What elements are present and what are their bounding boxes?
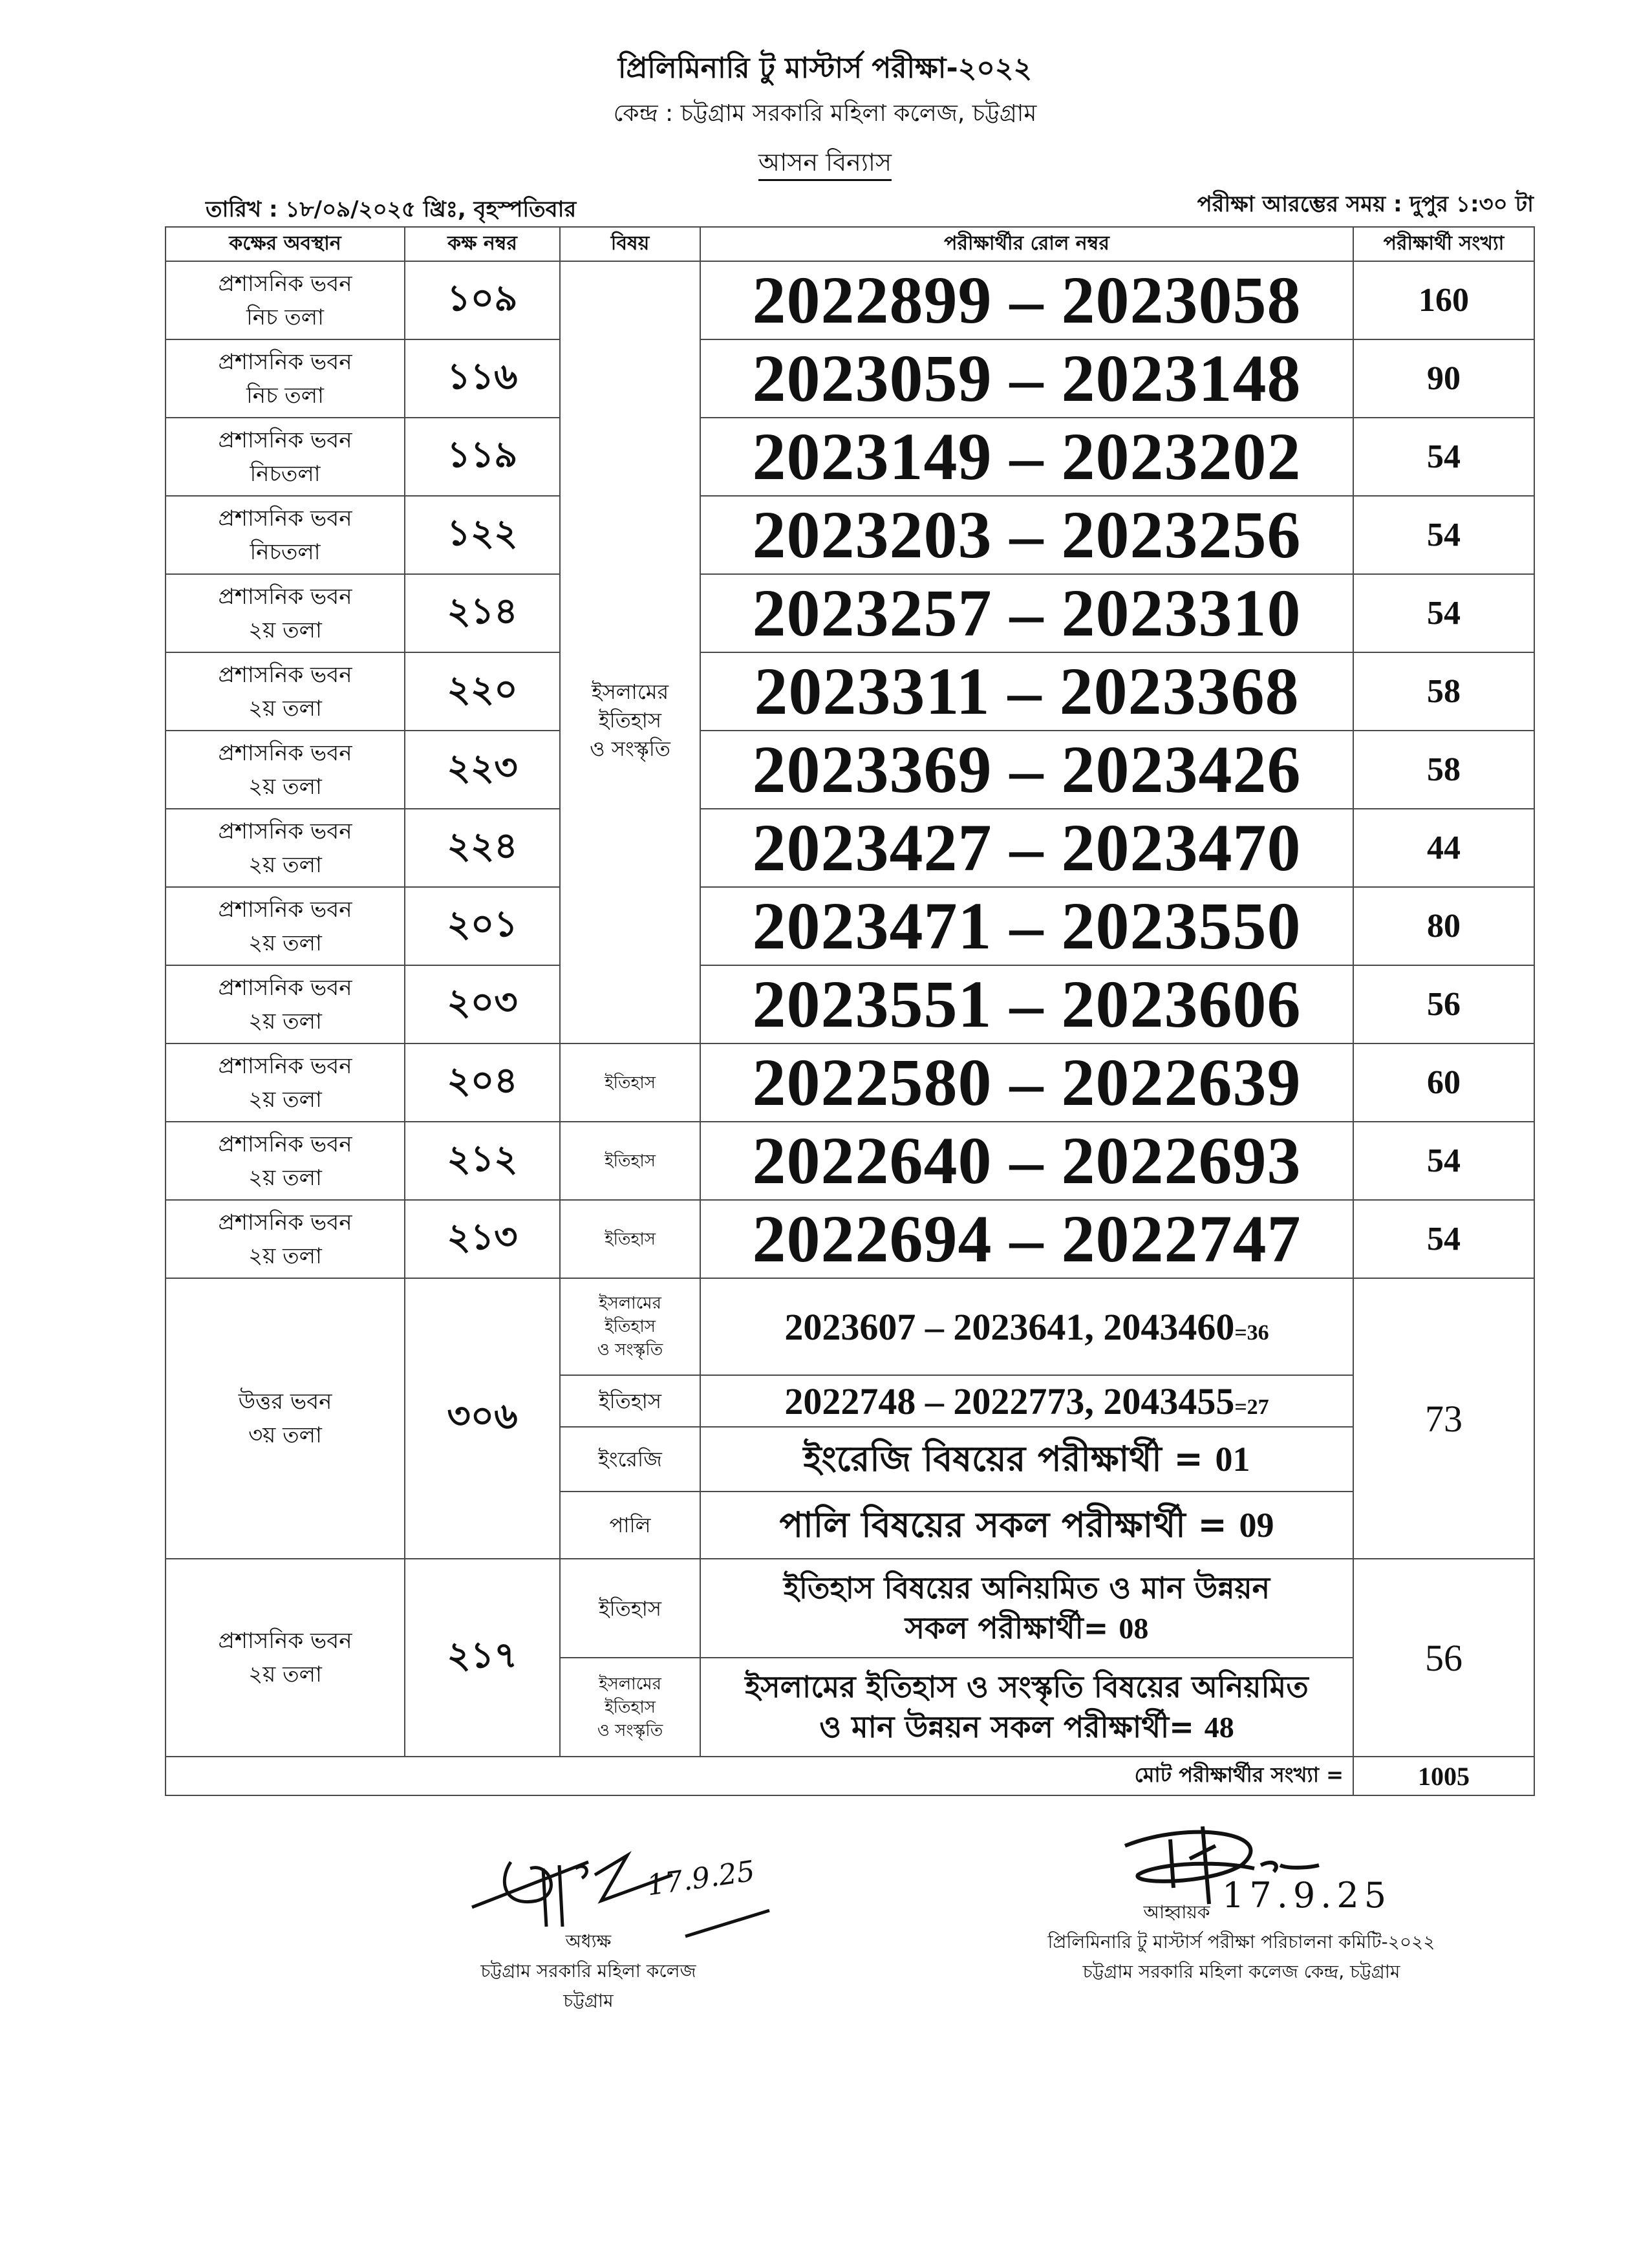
subject-note: [700, 1658, 1353, 1757]
room-location: [166, 887, 405, 965]
floor-name: ৩য় তলা: [248, 1422, 322, 1448]
subject-note: [700, 1427, 1353, 1492]
subject: [560, 1492, 700, 1559]
subject-line: ও সংস্কৃতি: [590, 736, 670, 761]
floor-name: ২য় তলা: [248, 1086, 322, 1113]
note-line: ও মান উন্নয়ন সকল পরীক্ষার্থী=: [819, 1709, 1205, 1744]
room-location: [166, 809, 405, 887]
room-number: ২১২: [405, 1122, 560, 1200]
roll-range: 2023203 – 2023256: [700, 496, 1353, 574]
subject-line: ইসলামের: [599, 1674, 661, 1694]
floor-name: নিচ তলা: [246, 382, 324, 409]
total-row: [166, 1757, 1534, 1795]
table-row-306: [166, 1278, 1534, 1375]
building-name: প্রশাসনিক ভবন: [218, 505, 352, 531]
roll-range: 2022640 – 2022693: [700, 1122, 1353, 1200]
floor-name: নিচতলা: [250, 460, 321, 487]
note-count: 09: [1239, 1506, 1274, 1545]
room-number: ১২২: [405, 496, 560, 574]
subject: [560, 1278, 700, 1375]
exam-date: তারিখ : ১৮/০৯/২০২৫ খ্রিঃ, বৃহস্পতিবার: [206, 197, 577, 222]
subject: [560, 1559, 700, 1658]
subject: ইতিহাস: [560, 1043, 700, 1122]
floor-name: ২য় তলা: [248, 930, 322, 956]
room-number: ২২০: [405, 652, 560, 731]
sub-count: =27: [1234, 1395, 1269, 1419]
building-name: প্রশাসনিক ভবন: [218, 974, 352, 1001]
building-name: প্রশাসনিক ভবন: [218, 818, 352, 844]
total-label: মোট পরীক্ষার্থীর সংখ্যা =: [166, 1757, 1353, 1795]
seat-plan-table: [165, 226, 1535, 1796]
table-row: [166, 496, 1534, 574]
building-name: প্রশাসনিক ভবন: [218, 427, 352, 453]
examinee-count: 44: [1353, 809, 1534, 887]
principal-title: অধ্যক্ষ: [565, 1931, 612, 1952]
note-line: সকল পরীক্ষার্থী=: [905, 1610, 1119, 1645]
col-room-number: কক্ষ নম্বর: [405, 227, 560, 261]
note-line: ইসলামের ইতিহাস ও সংস্কৃতি বিষয়ের অনিয়মিত: [745, 1669, 1309, 1704]
table-row: [166, 1122, 1534, 1200]
building-name: প্রশাসনিক ভবন: [218, 896, 352, 923]
examinee-count: 54: [1353, 574, 1534, 652]
subject-note: [700, 1559, 1353, 1658]
roll-range: [700, 1375, 1353, 1427]
roll-range: 2022580 – 2022639: [700, 1043, 1353, 1122]
subject-line: ইসলামের: [599, 1294, 661, 1313]
document-title: প্রিলিমিনারি টু মাস্টার্স পরীক্ষা-২০২২: [617, 52, 1033, 85]
floor-name: নিচতলা: [250, 539, 321, 565]
roll-list: 2023607 – 2023641, 2043460: [784, 1305, 1235, 1348]
convener-signature-block: [957, 1898, 1526, 1987]
table-row: [166, 965, 1534, 1043]
table-row: [166, 574, 1534, 652]
room-location: [166, 1200, 405, 1278]
convener-signature-date: 17.9.25: [1222, 1875, 1392, 1916]
building-name: প্রশাসনিক ভবন: [218, 583, 352, 610]
room-location: [166, 1278, 405, 1559]
room-number: ১১৬: [405, 339, 560, 418]
roll-range: 2023311 – 2023368: [700, 652, 1353, 731]
note-count: 01: [1215, 1440, 1250, 1479]
roll-range: 2023471 – 2023550: [700, 887, 1353, 965]
floor-name: ২য় তলা: [248, 773, 322, 800]
examinee-count: 80: [1353, 887, 1534, 965]
roll-range: 2023369 – 2023426: [700, 731, 1353, 809]
room-location: [166, 418, 405, 496]
principal-institution: চট্টগ্রাম সরকারি মহিলা কলেজ: [480, 1960, 696, 1982]
roll-range: 2023059 – 2023148: [700, 339, 1353, 418]
room-number: ২২৪: [405, 809, 560, 887]
table-row: [166, 339, 1534, 418]
roll-range: [700, 1278, 1353, 1375]
building-name: প্রশাসনিক ভবন: [218, 1053, 352, 1079]
room-location: [166, 574, 405, 652]
room-location: [166, 1043, 405, 1122]
room-number: ২০৩: [405, 965, 560, 1043]
building-name: প্রশাসনিক ভবন: [218, 661, 352, 688]
building-name: প্রশাসনিক ভবন: [218, 348, 352, 375]
subject-line: ইতিহাস: [598, 708, 662, 733]
convener-centre: চট্টগ্রাম সরকারি মহিলা কলেজ কেন্দ্র, চট্টগ্রাম: [1082, 1961, 1400, 1982]
exam-start-time: পরীক্ষা আরম্ভের সময় : দুপুর ১:৩০ টা: [1197, 191, 1534, 217]
roll-range: 2023257 – 2023310: [700, 574, 1353, 652]
roll-range: 2022694 – 2022747: [700, 1200, 1353, 1278]
table-row: [166, 652, 1534, 731]
table-row: [166, 731, 1534, 809]
subject-line: ইতিহাস: [605, 1697, 656, 1717]
col-roll-numbers: পরীক্ষার্থীর রোল নম্বর: [700, 227, 1353, 261]
table-row: [166, 1200, 1534, 1278]
principal-city: চট্টগ্রাম: [563, 1990, 614, 2011]
examinee-count: 54: [1353, 418, 1534, 496]
room-number: ২২৩: [405, 731, 560, 809]
roll-range: 2023427 – 2023470: [700, 809, 1353, 887]
subject-line: ইতিহাস: [598, 1389, 662, 1413]
examinee-count: 54: [1353, 496, 1534, 574]
building-name: প্রশাসনিক ভবন: [218, 1209, 352, 1236]
note-count: 08: [1119, 1612, 1149, 1645]
table-header-row: [166, 227, 1534, 261]
seat-plan-heading: আসন বিন্যাস: [0, 144, 1650, 185]
room-number: ২১৭: [405, 1559, 560, 1757]
note-text: পালি বিষয়ের সকল পরীক্ষার্থী =: [779, 1504, 1239, 1545]
room-location: [166, 965, 405, 1043]
floor-name: ২য় তলা: [248, 1243, 322, 1269]
note-count: 48: [1204, 1711, 1234, 1744]
roll-range: 2023551 – 2023606: [700, 965, 1353, 1043]
subject: ইতিহাস: [560, 1200, 700, 1278]
building-name: প্রশাসনিক ভবন: [218, 1131, 352, 1157]
room-number: ২১৩: [405, 1200, 560, 1278]
subject-line: পালি: [609, 1513, 651, 1537]
room-location: [166, 731, 405, 809]
subject-line: ও সংস্কৃতি: [597, 1720, 663, 1740]
subject: ইতিহাস: [560, 1122, 700, 1200]
convener-title: আহ্বায়ক: [1143, 1901, 1210, 1923]
roll-list: 2022748 – 2022773, 2043455: [784, 1380, 1235, 1422]
floor-name: ২য় তলা: [248, 695, 322, 722]
table-row: [166, 418, 1534, 496]
room-location: [166, 652, 405, 731]
examinee-count: 56: [1353, 1559, 1534, 1757]
exam-centre: কেন্দ্র : চট্টগ্রাম সরকারি মহিলা কলেজ, চট্টগ্রাম: [613, 100, 1037, 127]
building-name: প্রশাসনিক ভবন: [218, 740, 352, 766]
col-examinee-count: পরীক্ষার্থী সংখ্যা: [1353, 227, 1534, 261]
room-number: ২০১: [405, 887, 560, 965]
table-row: [166, 809, 1534, 887]
subject-line: ইংরেজি: [598, 1447, 662, 1471]
examinee-count: 58: [1353, 731, 1534, 809]
subject-note: [700, 1492, 1353, 1559]
col-subject: বিষয়: [560, 227, 700, 261]
room-number: ১০৯: [405, 261, 560, 339]
room-number: ৩০৬: [405, 1278, 560, 1559]
floor-name: ২য় তলা: [248, 1662, 322, 1687]
floor-name: ২য় তলা: [248, 617, 322, 643]
sub-count: =36: [1234, 1320, 1269, 1345]
principal-signature-date: 17.9.25: [645, 1854, 757, 1903]
note-text: ইংরেজি বিষয়ের পরীক্ষার্থী =: [803, 1439, 1216, 1479]
examinee-count: 60: [1353, 1043, 1534, 1122]
col-room-location: কক্ষের অবস্থান: [166, 227, 405, 261]
table-row-217: [166, 1559, 1534, 1658]
convener-committee: প্রিলিমিনারি টু মাস্টার্স পরীক্ষা পরিচালনা কমিটি-২০২২: [1047, 1931, 1435, 1952]
roll-range: 2023149 – 2023202: [700, 418, 1353, 496]
floor-name: ২য় তলা: [248, 1164, 322, 1191]
examinee-count: 73: [1353, 1278, 1534, 1559]
table-row: [166, 261, 1534, 339]
subject-line: ইতিহাস: [598, 1596, 662, 1621]
floor-name: ২য় তলা: [248, 851, 322, 878]
subject: [560, 1427, 700, 1492]
examinee-count: 54: [1353, 1122, 1534, 1200]
floor-name: ২য় তলা: [248, 1008, 322, 1034]
floor-name: নিচ তলা: [246, 304, 324, 330]
principal-signature-block: [388, 1927, 789, 2016]
examinee-count: 160: [1353, 261, 1534, 339]
building-name: প্রশাসনিক ভবন: [218, 270, 352, 297]
subject-line: ইসলামের: [591, 679, 669, 704]
room-location: [166, 1122, 405, 1200]
room-number: ২০৪: [405, 1043, 560, 1122]
roll-range: 2022899 – 2023058: [700, 261, 1353, 339]
examinee-count: 58: [1353, 652, 1534, 731]
room-location: [166, 496, 405, 574]
note-line: ইতিহাস বিষয়ের অনিয়মিত ও মান উন্নয়ন: [783, 1570, 1270, 1605]
building-name: প্রশাসনিক ভবন: [218, 1628, 352, 1654]
table-row: [166, 1043, 1534, 1122]
room-location: [166, 339, 405, 418]
subject: [560, 1658, 700, 1757]
examinee-count: 54: [1353, 1200, 1534, 1278]
subject: [560, 1375, 700, 1427]
room-location: [166, 1559, 405, 1757]
room-number: ১১৯: [405, 418, 560, 496]
subject-merged: [560, 261, 700, 1043]
examinee-count: 90: [1353, 339, 1534, 418]
room-location: [166, 261, 405, 339]
table-row: [166, 887, 1534, 965]
building-name: উত্তর ভবন: [238, 1389, 332, 1415]
examinee-count: 56: [1353, 965, 1534, 1043]
subject-line: ইতিহাস: [605, 1317, 656, 1336]
room-number: ২১৪: [405, 574, 560, 652]
total-count: 1005: [1353, 1757, 1534, 1795]
subject-line: ও সংস্কৃতি: [597, 1340, 663, 1360]
